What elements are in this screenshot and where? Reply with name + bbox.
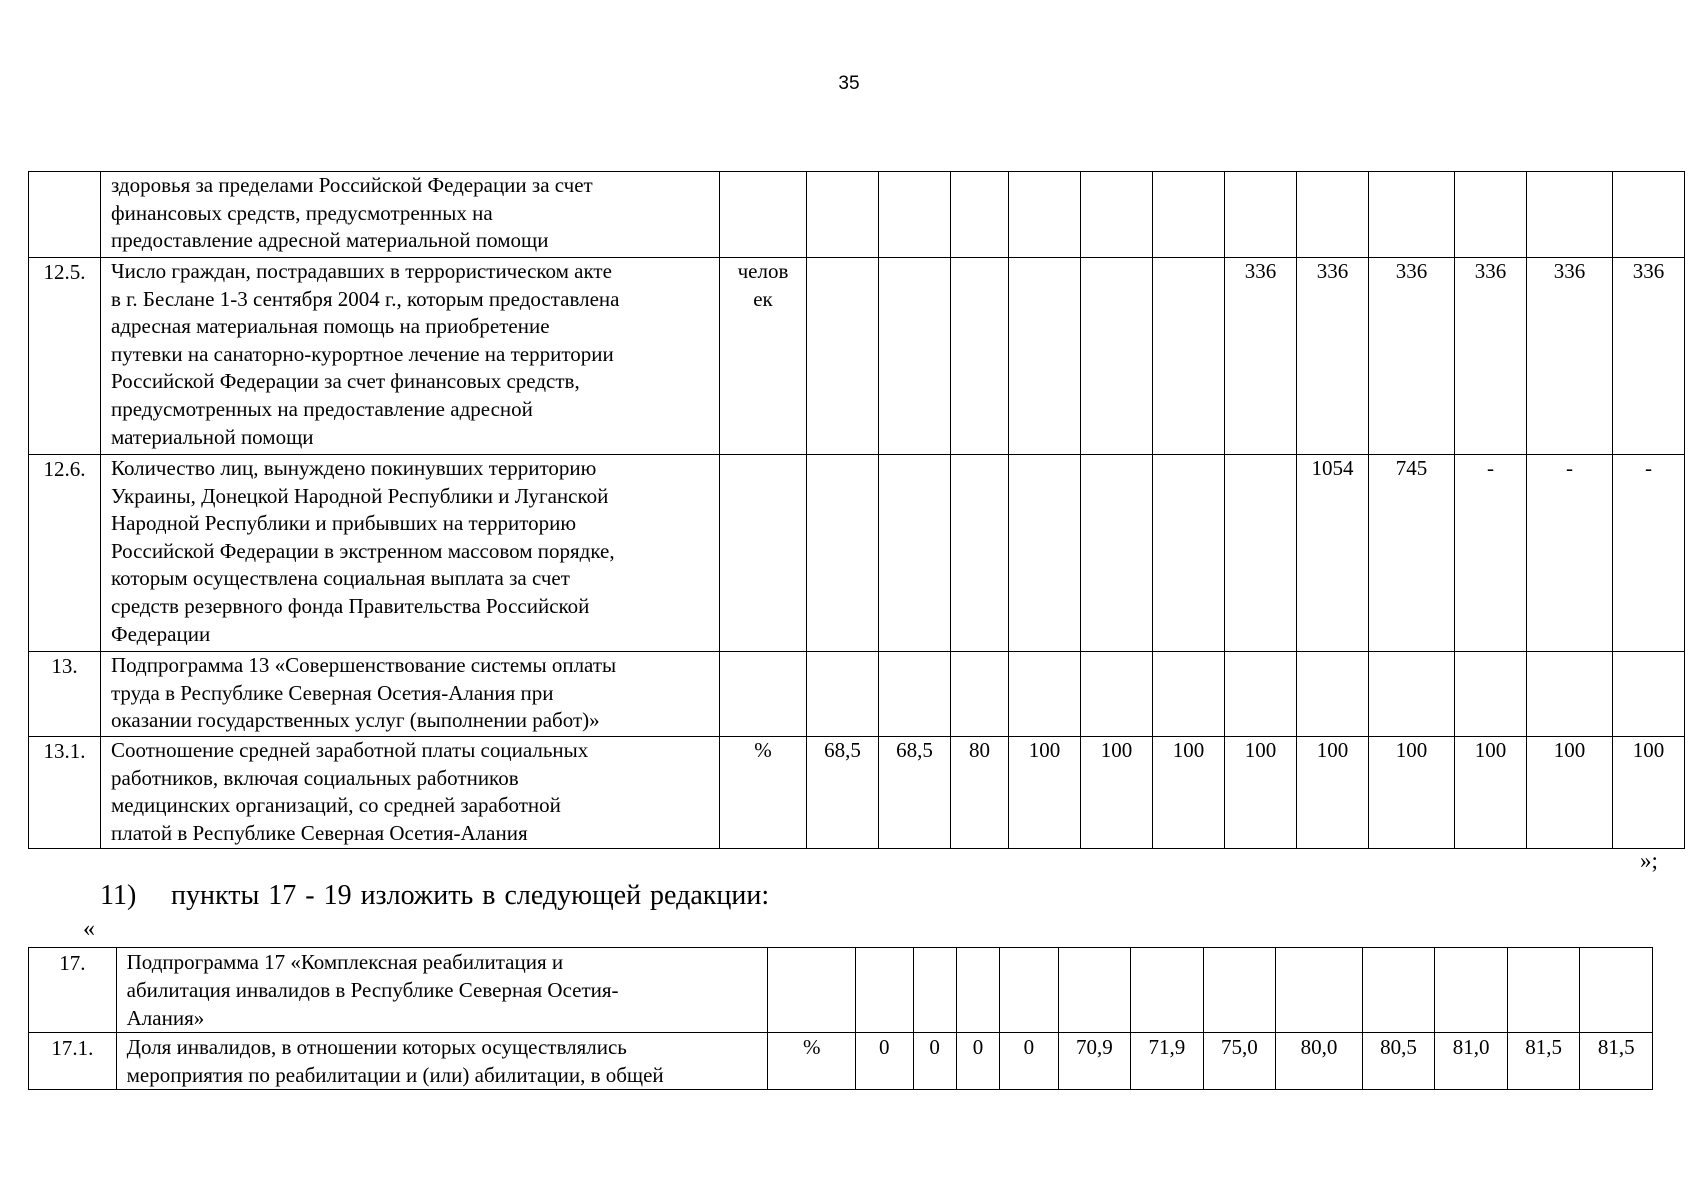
value-cell: [1225, 258, 1297, 455]
row-description-line: средств резервного фонда Правительства Российской: [111, 593, 590, 618]
row-description-line: материальной помощи: [111, 424, 314, 449]
table-row: [29, 172, 1685, 258]
value-cell: [879, 737, 951, 849]
value-cell: [1362, 948, 1435, 1033]
row-number: [29, 455, 101, 652]
value-cell: [1455, 737, 1527, 849]
row-unit: [720, 455, 807, 652]
value-cell: [1009, 737, 1081, 849]
value-cell: [879, 652, 951, 737]
value-cell: [1527, 737, 1613, 849]
row-description-line: Российской Федерации за счет финансовых средств,: [111, 369, 580, 394]
value-cell: [807, 455, 879, 652]
row-unit-line: челов: [737, 259, 789, 283]
value-cell-line: 100: [1474, 738, 1507, 762]
value-cell-line: 745: [1395, 456, 1428, 480]
value-cell: [1225, 172, 1297, 258]
value-cell: [856, 1033, 913, 1090]
value-cell: [1297, 258, 1369, 455]
value-cell: [1455, 172, 1527, 258]
row-description-line: абилитация инвалидов в Республике Северная Осетия-: [126, 978, 619, 1002]
value-cell-line: 100: [1028, 738, 1061, 762]
table-row: [29, 652, 1685, 737]
value-cell-line: 80,0: [1300, 1035, 1338, 1059]
row-description-line: Количество лиц, вынуждено покинувших территорию: [111, 456, 597, 480]
value-cell: [1613, 737, 1685, 849]
value-cell: [1527, 258, 1613, 455]
page-number: 35: [838, 73, 860, 94]
closing-quote: »;: [1640, 848, 1658, 873]
row-number: [29, 172, 101, 258]
value-cell-line: 100: [1316, 738, 1349, 762]
value-cell: [1276, 1033, 1363, 1090]
row-number-line: 12.5.: [43, 260, 86, 284]
value-cell: [1297, 737, 1369, 849]
value-cell: [1153, 258, 1225, 455]
value-cell-line: 336: [1632, 259, 1665, 283]
value-cell-line: 336: [1316, 259, 1349, 283]
value-cell: [1613, 455, 1685, 652]
value-cell: [1009, 455, 1081, 652]
value-cell: [1527, 172, 1613, 258]
value-cell: [1435, 948, 1508, 1033]
value-cell: [1362, 1033, 1435, 1090]
row-number: [29, 737, 101, 849]
row-description-line: предусмотренных на предоставление адресной: [111, 396, 533, 421]
value-cell-line: 100: [1100, 738, 1133, 762]
value-cell: [951, 652, 1009, 737]
instruction-text: пункты 17 - 19 изложить в следующей редакции:: [171, 880, 770, 911]
value-cell-line: 336: [1553, 259, 1586, 283]
row-description-line: Число граждан, пострадавших в террористическом акте: [111, 259, 612, 283]
row-number-line: 13.: [51, 654, 78, 678]
value-cell: [1369, 172, 1455, 258]
value-cell-line: 100: [1244, 738, 1277, 762]
row-description: [101, 455, 720, 652]
value-cell: [879, 258, 951, 455]
row-number: [29, 1033, 117, 1090]
value-cell: [1081, 737, 1153, 849]
indicators-table-1: [28, 171, 1685, 849]
value-cell-line: 0: [879, 1035, 890, 1059]
row-description: [116, 1033, 768, 1090]
value-cell-line: -: [1487, 456, 1494, 480]
value-cell-line: 80,5: [1380, 1035, 1417, 1059]
value-cell: [1153, 737, 1225, 849]
row-description-line: предоставление адресной материальной помощи: [111, 228, 549, 253]
value-cell: [1297, 172, 1369, 258]
row-description-line: Украины, Донецкой Народной Республики и Луганской: [111, 483, 609, 508]
value-cell: [1507, 1033, 1580, 1090]
value-cell: [1369, 652, 1455, 737]
value-cell: [1225, 737, 1297, 849]
value-cell: [879, 455, 951, 652]
row-description-line: Алания»: [126, 1006, 205, 1030]
row-description-line: путевки на санаторно-курортное лечение на территории: [111, 341, 614, 366]
row-description-line: Подпрограмма 17 «Комплексная реабилитация и: [126, 950, 564, 974]
value-cell: [956, 1033, 999, 1090]
value-cell: [1153, 172, 1225, 258]
value-cell-line: 81,0: [1452, 1035, 1490, 1059]
value-cell: [1153, 652, 1225, 737]
row-unit: [720, 652, 807, 737]
row-description-line: Соотношение средней заработной платы социальных: [111, 738, 589, 762]
table-row: [29, 258, 1685, 455]
value-cell: [1507, 948, 1580, 1033]
row-description-line: в г. Беслане 1-3 сентября 2004 г., которым предоставлена: [111, 286, 620, 311]
value-cell-line: 336: [1395, 259, 1428, 283]
row-description-line: финансовых средств, предусмотренных на: [111, 200, 493, 225]
value-cell: [1455, 258, 1527, 455]
value-cell-line: 70,9: [1075, 1035, 1113, 1059]
value-cell-line: 100: [1395, 738, 1428, 762]
row-unit: [768, 1033, 856, 1090]
value-cell: [1369, 737, 1455, 849]
row-description-line: медицинских организаций, со средней заработной: [111, 793, 561, 818]
row-number: [29, 948, 117, 1033]
row-unit: [768, 948, 856, 1033]
value-cell-line: 71,9: [1148, 1035, 1186, 1059]
value-cell: [856, 948, 913, 1033]
value-cell: [1009, 172, 1081, 258]
value-cell: [1081, 258, 1153, 455]
row-description-line: адресная материальная помощь на приобретение: [111, 314, 550, 339]
row-number: [29, 652, 101, 737]
row-unit-line: %: [803, 1035, 821, 1059]
instruction-number: 11): [100, 880, 137, 911]
value-cell-line: 336: [1474, 259, 1507, 283]
value-cell-line: 336: [1244, 259, 1277, 283]
value-cell: [1455, 455, 1527, 652]
value-cell: [1058, 948, 1131, 1033]
row-number-line: 17.: [59, 951, 86, 975]
value-cell: [1225, 652, 1297, 737]
value-cell: [951, 258, 1009, 455]
row-description-line: мероприятия по реабилитации и (или) абилитации, в общей: [126, 1063, 664, 1087]
row-number-line: 12.6.: [43, 457, 86, 481]
value-cell: [807, 172, 879, 258]
value-cell: [1000, 1033, 1058, 1090]
row-unit: [720, 737, 807, 849]
value-cell-line: -: [1645, 456, 1652, 480]
row-description-line: оказании государственных услуг (выполнении работ)»: [111, 708, 600, 733]
value-cell-line: 0: [1023, 1035, 1035, 1059]
value-cell: [1058, 1033, 1131, 1090]
value-cell: [1081, 652, 1153, 737]
value-cell-line: 75,0: [1221, 1035, 1258, 1059]
value-cell: [1455, 652, 1527, 737]
table-row: [29, 455, 1685, 652]
row-number-line: 17.1.: [51, 1036, 94, 1060]
value-cell-line: 100: [1553, 738, 1586, 762]
table-row: [29, 948, 1653, 1033]
value-cell: [1131, 948, 1204, 1033]
value-cell: [1009, 652, 1081, 737]
value-cell-line: 80: [969, 738, 990, 762]
value-cell: [1297, 652, 1369, 737]
value-cell: [1153, 455, 1225, 652]
value-cell-line: -: [1566, 456, 1573, 480]
value-cell: [913, 1033, 956, 1090]
table-row: [29, 1033, 1653, 1090]
row-description-line: Федерации: [111, 621, 211, 646]
value-cell-line: 100: [1632, 738, 1665, 762]
value-cell: [1369, 258, 1455, 455]
value-cell: [1009, 258, 1081, 455]
table-row: [29, 737, 1685, 849]
row-description: [101, 258, 720, 455]
value-cell: [913, 948, 956, 1033]
row-description-line: которым осуществлена социальная выплата за счет: [111, 566, 570, 591]
row-unit: [720, 258, 807, 455]
value-cell: [1000, 948, 1058, 1033]
row-description: [101, 172, 720, 258]
row-number-line: 13.1.: [43, 739, 86, 763]
value-cell: [1225, 455, 1297, 652]
value-cell: [1297, 455, 1369, 652]
row-number: [29, 258, 101, 455]
row-unit-line: %: [754, 738, 772, 762]
value-cell: [1081, 172, 1153, 258]
value-cell-line: 68,5: [824, 738, 861, 762]
row-description-line: здоровья за пределами Российской Федерации за счет: [111, 173, 593, 197]
indicators-table-2: [28, 947, 1653, 1090]
row-description: [101, 652, 720, 737]
value-cell: [1081, 455, 1153, 652]
amendment-instruction: [100, 880, 769, 912]
row-description-line: Народной Республики и прибывших на территорию: [111, 511, 577, 536]
value-cell: [951, 737, 1009, 849]
value-cell-line: 81,5: [1597, 1035, 1635, 1059]
opening-quote: «: [83, 916, 95, 942]
value-cell: [956, 948, 999, 1033]
value-cell: [879, 172, 951, 258]
value-cell: [1203, 948, 1276, 1033]
value-cell: [807, 258, 879, 455]
row-description-line: Доля инвалидов, в отношении которых осуществлялись: [126, 1035, 627, 1059]
value-cell: [1613, 258, 1685, 455]
row-description-line: Российской Федерации в экстренном массовом порядке,: [111, 538, 615, 563]
row-description-line: труда в Республике Северная Осетия-Алания при: [111, 680, 554, 705]
row-description: [116, 948, 768, 1033]
value-cell: [1613, 652, 1685, 737]
value-cell: [807, 652, 879, 737]
value-cell: [1435, 1033, 1508, 1090]
value-cell: [1131, 1033, 1204, 1090]
value-cell: [1369, 455, 1455, 652]
row-unit: [720, 172, 807, 258]
value-cell-line: 81,5: [1525, 1035, 1562, 1059]
value-cell: [1203, 1033, 1276, 1090]
value-cell: [1276, 948, 1363, 1033]
value-cell-line: 0: [929, 1035, 940, 1059]
row-description-line: Подпрограмма 13 «Совершенствование системы оплаты: [111, 653, 617, 677]
value-cell-line: 68,5: [896, 738, 933, 762]
value-cell: [1527, 455, 1613, 652]
row-description-line: работников, включая социальных работников: [111, 765, 519, 790]
value-cell-line: 0: [972, 1035, 984, 1059]
value-cell-line: 1054: [1311, 456, 1354, 480]
value-cell: [807, 737, 879, 849]
value-cell-line: 100: [1172, 738, 1205, 762]
row-description-line: платой в Республике Северная Осетия-Алания: [111, 820, 528, 845]
value-cell: [1580, 948, 1653, 1033]
value-cell: [1527, 652, 1613, 737]
value-cell: [1613, 172, 1685, 258]
value-cell: [951, 455, 1009, 652]
row-description: [101, 737, 720, 849]
value-cell: [951, 172, 1009, 258]
value-cell: [1580, 1033, 1653, 1090]
row-unit-line: ек: [753, 286, 773, 311]
